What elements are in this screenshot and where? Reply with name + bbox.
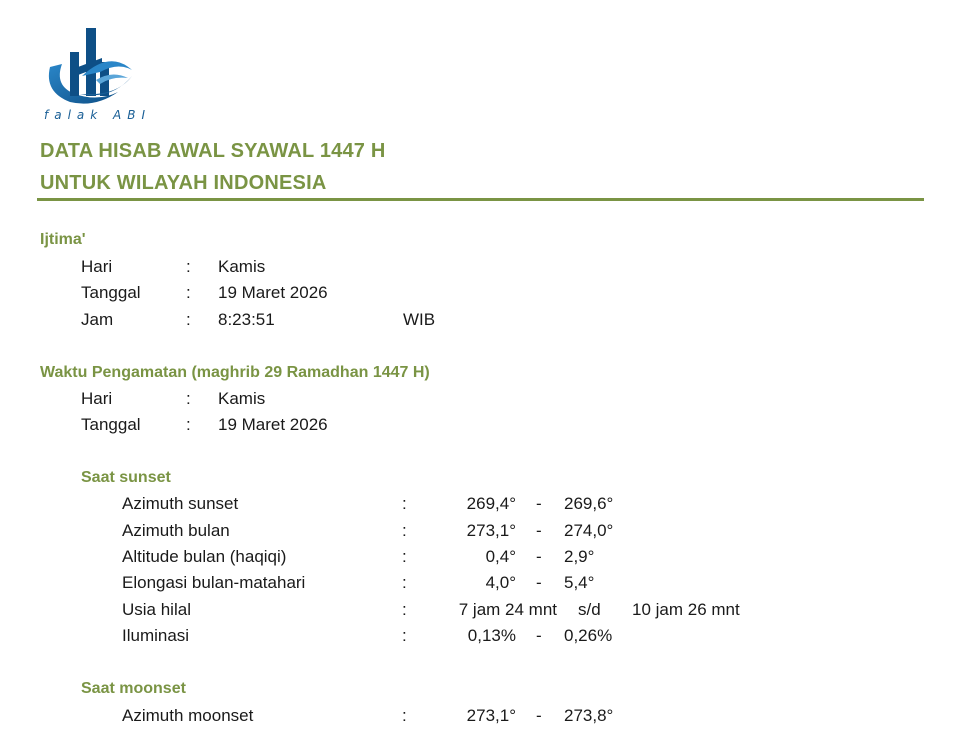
sunset-row-sep: :: [402, 626, 407, 645]
sunset-row-dash: -: [536, 494, 542, 513]
ijtima-heading: Ijtima': [40, 231, 86, 248]
document-title: DATA HISAB AWAL SYAWAL 1447 H: [40, 140, 386, 162]
ijtima-tanggal-value: 19 Maret 2026: [218, 283, 328, 302]
sunset-row-to: 2,9°: [564, 547, 595, 566]
title-divider: [37, 198, 924, 201]
document-subtitle: UNTUK WILAYAH INDONESIA: [40, 172, 327, 194]
sunset-row-from: 269,4°: [466, 494, 516, 513]
sunset-row-from: 0,13%: [467, 626, 516, 645]
ijtima-hari-sep: :: [186, 257, 191, 276]
ijtima-hari-label: Hari: [81, 257, 113, 276]
observation-tanggal-sep: :: [186, 415, 191, 434]
moonset-row-label: Azimuth moonset: [122, 706, 254, 725]
observation-hari-value: Kamis: [218, 389, 266, 408]
sunset-row-sep: :: [402, 573, 407, 592]
sunset-row-dash: s/d: [578, 600, 601, 619]
observation-heading: Waktu Pengamatan (maghrib 29 Ramadhan 1447 H): [40, 364, 430, 381]
ijtima-jam-value: 8:23:51: [218, 310, 275, 329]
sunset-row-label: Iluminasi: [122, 626, 190, 645]
sunset-row-dash: -: [536, 573, 542, 592]
sunset-row-sep: :: [402, 600, 407, 619]
sunset-row-to: 269,6°: [564, 494, 614, 513]
sunset-heading: Saat sunset: [81, 469, 171, 486]
sunset-row-label: Elongasi bulan-matahari: [122, 573, 306, 592]
sunset-row-sep: :: [402, 521, 407, 540]
sunset-row-label: Usia hilal: [122, 600, 191, 619]
sunset-row-to: 5,4°: [564, 573, 595, 592]
sunset-row-sep: :: [402, 547, 407, 566]
sunset-row-dash: -: [536, 547, 542, 566]
sunset-row-dash: -: [536, 521, 542, 540]
sunset-row-from: 273,1°: [466, 521, 516, 540]
observation-tanggal-label: Tanggal: [81, 415, 141, 434]
sunset-row-label: Altitude bulan (haqiqi): [122, 547, 287, 566]
sunset-row-from: 4,0°: [485, 573, 516, 592]
moonset-row-from: 273,1°: [466, 706, 516, 725]
observation-hari-label: Hari: [81, 389, 113, 408]
sunset-row-to: 0,26%: [564, 626, 613, 645]
sunset-row-sep: :: [402, 494, 407, 513]
ijtima-jam-unit: WIB: [403, 310, 436, 329]
sunset-row-label: Azimuth bulan: [122, 521, 230, 540]
moonset-heading: Saat moonset: [81, 680, 186, 697]
moonset-row-sep: :: [402, 706, 407, 725]
ijtima-jam-label: Jam: [81, 310, 114, 329]
sunset-row-to: 274,0°: [564, 521, 614, 540]
observation-hari-sep: :: [186, 389, 191, 408]
ijtima-tanggal-label: Tanggal: [81, 283, 141, 302]
ijtima-hari-value: Kamis: [218, 257, 266, 276]
ijtima-tanggal-sep: :: [186, 283, 191, 302]
sunset-row-label: Azimuth sunset: [122, 494, 239, 513]
moonset-row-dash: -: [536, 706, 542, 725]
sunset-row-from: 0,4°: [485, 547, 516, 566]
logo-text: falak ABI: [44, 108, 152, 122]
sunset-row-from: 7 jam 24 mnt: [458, 600, 557, 619]
sunset-row-to: 10 jam 26 mnt: [632, 600, 740, 619]
sunset-row-dash: -: [536, 626, 542, 645]
ijtima-jam-sep: :: [186, 310, 191, 329]
moonset-row-to: 273,8°: [564, 706, 614, 725]
observation-tanggal-value: 19 Maret 2026: [218, 415, 328, 434]
